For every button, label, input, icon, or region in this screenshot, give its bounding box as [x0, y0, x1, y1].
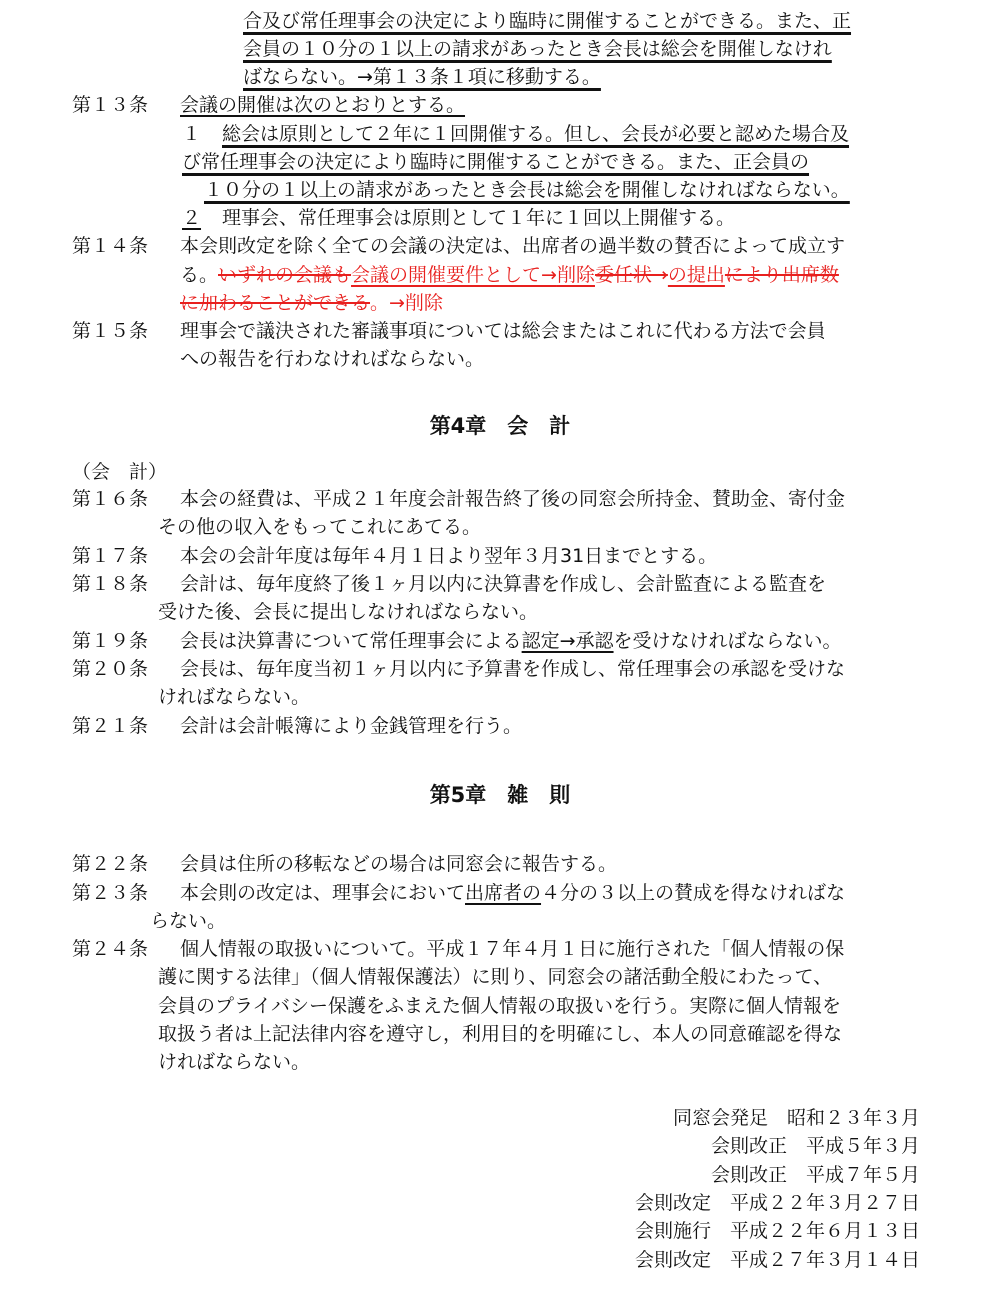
article-20-line-1: 会長は、毎年度当初１ヶ月以内に予算書を作成し、常任理事会の承認を受けな [180, 658, 846, 680]
article-14-line-2-prefix: る。 [180, 264, 219, 286]
article-15-number: 第１５条 [72, 320, 149, 342]
article-17-text: 本会の会計年度は毎年４月１日より翌年３月31日までとする。 [180, 545, 718, 567]
deleted-text: 委任状→ [594, 264, 668, 286]
article-18-number: 第１８条 [72, 573, 149, 595]
article-19-text-a: 会長は決算書について常任理事会による [180, 630, 522, 652]
article-24-number: 第２４条 [72, 938, 149, 960]
article-19-amended: 認定→承認 [521, 630, 614, 652]
article-23-text-a: 本会則の改定は、理事会において [180, 882, 466, 904]
article-18-line-2: 受けた後、会長に提出しなければならない。 [158, 601, 539, 623]
section-label-accounting: （会 計） [72, 461, 168, 483]
article-22-number: 第２２条 [72, 853, 149, 875]
article-13-title: 会議の開催は次のとおりとする。 [180, 94, 466, 116]
article-13-item-1-line-3: １０分の１以上の請求があったとき会長は総会を開催しなければならない。 [204, 179, 850, 201]
article-14-line-2 [180, 262, 839, 288]
history-entry: 会則改定 平成２７年３月１４日 [634, 1249, 920, 1271]
article-16-number: 第１６条 [72, 488, 149, 510]
article-14-number: 第１４条 [72, 235, 149, 257]
article-23-line-1 [180, 880, 845, 906]
article-15-line-1: 理事会で議決された審議事項については総会またはこれに代わる方法で会員 [180, 320, 826, 342]
article-24-line-2: 護に関する法律」（個人情報保護法）に則り、同窓会の諸活動全般にわたって、 [158, 966, 833, 988]
deleted-text: に加わることができる [180, 292, 371, 314]
history-entry: 会則施行 平成２２年６月１３日 [634, 1220, 920, 1242]
deleted-text: 会議の開催要件として→ [351, 264, 557, 286]
deletion-note: 削除 [556, 264, 595, 286]
chapter-4-title: 第4章 会 計 [429, 414, 571, 438]
article-14-line-3 [180, 290, 443, 316]
article-24-line-1: 個人情報の取扱いについて。平成１７年４月１日に施行された「個人情報の保 [180, 938, 845, 960]
article-24-line-4: 取扱う者は上記法律内容を遵守し，利用目的を明確にし、本人の同意確認を得な [158, 1023, 843, 1045]
carryover-line-3: ばならない。→第１３条１項に移動する。 [243, 66, 601, 88]
article-20-line-2: ければならない。 [158, 686, 311, 708]
article-20-number: 第２０条 [72, 658, 149, 680]
deletion-note: 。→削除 [370, 292, 443, 314]
article-19-text [180, 628, 842, 654]
deleted-text: いずれの会議も [218, 264, 352, 286]
carryover-line-2: 会員の１０分の１以上の請求があったとき会長は総会を開催しなけれ [243, 38, 832, 60]
article-15-line-2: への報告を行わなければならない。 [180, 348, 485, 370]
article-16-line-1: 本会の経費は、平成２１年度会計報告終了後の同窓会所持金、賛助金、寄付金 [180, 488, 846, 510]
article-17-number: 第１７条 [72, 545, 149, 567]
article-22-text: 会員は住所の移転などの場合は同窓会に報告する。 [180, 853, 618, 875]
article-13-item-1-number: １ [182, 123, 202, 145]
article-24-line-5: ければならない。 [158, 1051, 311, 1073]
article-13-item-1-line-2: び常任理事会の決定により臨時に開催することができる。また、正会員の [182, 151, 810, 173]
history-entry: 同窓会発足 昭和２３年３月 [672, 1107, 920, 1129]
article-13-item-1-line-1: 総会は原則として２年に１回開催する。但し、会長が必要と認めた場合及 [222, 123, 850, 145]
article-23-line-2: らない。 [150, 910, 227, 932]
article-21-text: 会計は会計帳簿により金銭管理を行う。 [180, 715, 523, 737]
history-entry: 会則改定 平成２２年３月２７日 [634, 1192, 920, 1214]
history-entry: 会則改正 平成５年３月 [710, 1135, 920, 1157]
history-entry: 会則改正 平成７年５月 [710, 1164, 920, 1186]
carryover-line-1: 合及び常任理事会の決定により臨時に開催することができる。また、正 [243, 10, 852, 32]
article-13-item-2-number: ２ [182, 207, 202, 229]
article-16-line-2: その他の収入をもってこれにあてる。 [158, 516, 482, 538]
article-23-number: 第２３条 [72, 882, 149, 904]
article-14-line-1: 本会則改定を除く全ての会議の決定は、出席者の過半数の賛否によって成立す [180, 235, 846, 257]
article-18-line-1: 会計は、毎年度終了後１ヶ月以内に決算書を作成し、会計監査による監査を [180, 573, 827, 595]
article-21-number: 第２１条 [72, 715, 149, 737]
article-19-number: 第１９条 [72, 630, 149, 652]
chapter-5-title: 第5章 雑 則 [429, 783, 571, 807]
article-23-text-c: ４分の３以上の賛成を得なければな [541, 882, 846, 904]
article-13-number: 第１３条 [72, 94, 149, 116]
deleted-text: により出席数 [724, 264, 839, 286]
article-13-item-2-text: 理事会、常任理事会は原則として１年に１回以上開催する。 [222, 207, 736, 229]
deleted-text: の提出 [667, 264, 725, 286]
article-24-line-3: 会員のプライバシー保護をふまえた個人情報の取扱いを行う。実際に個人情報を [158, 995, 842, 1017]
article-19-text-c: を受けなければならない。 [613, 630, 842, 652]
article-23-amended: 出席者の [465, 882, 542, 904]
